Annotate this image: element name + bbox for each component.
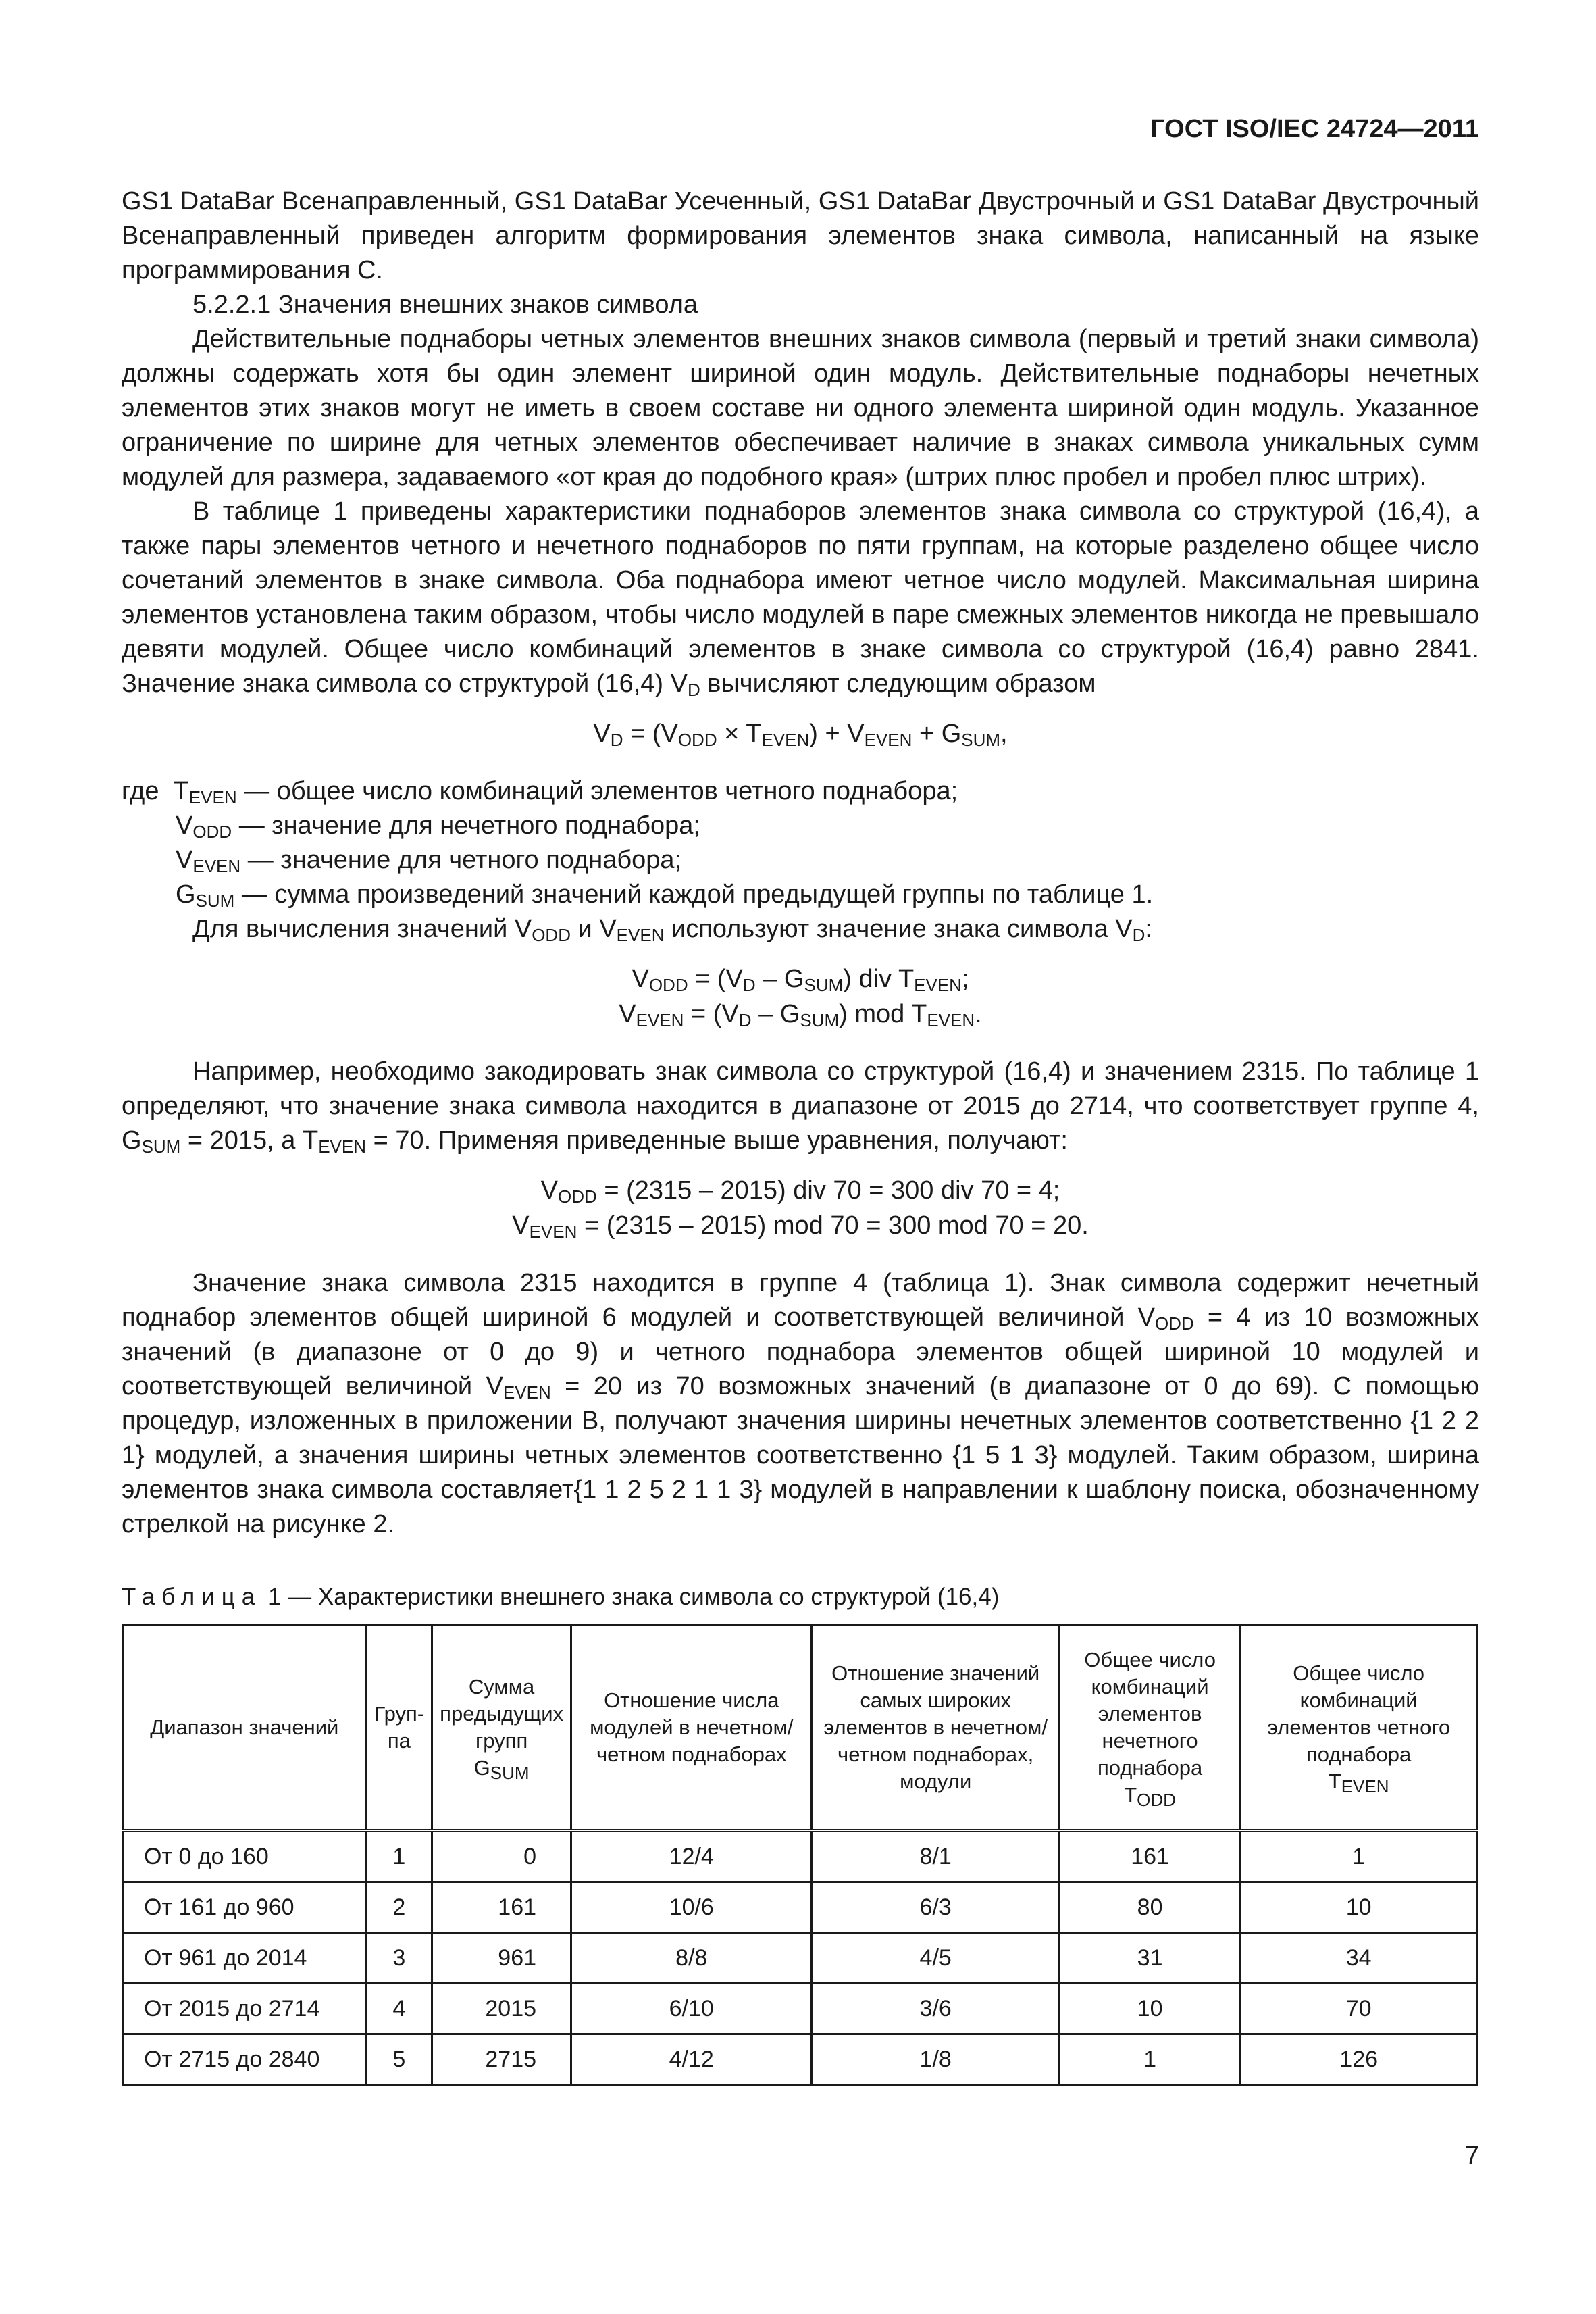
page-number: 7 — [1464, 2142, 1479, 2170]
cell-todd: 10 — [1059, 1984, 1240, 2034]
cell-todd: 161 — [1059, 1831, 1240, 1882]
table-header-row — [123, 1626, 1477, 1831]
cell-teven: 10 — [1241, 1882, 1477, 1933]
definitions-list — [122, 774, 1479, 912]
cell-range: От 2015 до 2714 — [123, 1984, 367, 2034]
valid-subsets-paragraph: Действительные поднаборы четных элементов внешних знаков символа (первый и третий знаки символа) должны содержать хотя бы один элемент шириной один модуль. Действительные поднаборы нечетных элементов этих знаков могут не иметь в своем составе ни одного элемента шириной один модуль. Указанное ограничение по ширине для четных элементов обеспечивает наличие в знаках символа уникальных сумм модулей для размера, задаваемого «от края до подобного края» (штрих плюс пробел и пробел плюс штрих). — [122, 325, 1479, 491]
cell-todd: 80 — [1059, 1882, 1240, 1933]
section-heading: 5.2.2.1 Значения внешних знаков символа — [192, 291, 698, 319]
cell-range: От 161 до 960 — [123, 1882, 367, 1933]
table-reference-paragraph: В таблице 1 приведены характеристики поднаборов элементов знака символа со структурой (16,4), а также пары элементов четного и нечетного поднаборов по пяти группам, на которые разделено общее число сочетаний элементов в знаке символа. Оба поднабора имеют четное число модулей. Максимальная ширина элементов установлена таким образом, чтобы число модулей в паре смежных элементов никогда не превышало девяти модулей. Общее число комбинаций элементов в знаке символа со структурой (16,4) равно 2841. Значение знака символа со структурой (16,4) $V_D$ вычисляют следующим образом — [122, 497, 1479, 700]
cell-ratio-modules: 8/8 — [571, 1933, 812, 1984]
example-paragraph: Например, необходимо закодировать знак символа со структурой (16,4) и значением 2315. По таблице 1 определяют, что значение знака символа находится в диапазоне от 2015 до 2714, что соответствует группе 4, $G_{SUM} = 2015$, а $T_{EVEN} = 70$. Применяя приведенные выше уравнения, получают: — [122, 1057, 1479, 1157]
definition-veven: $V_{EVEN}$ — значение для четного поднабора; — [176, 846, 682, 876]
header-ratio-modules: Отношение числа модулей в нечетном/четном поднаборах — [571, 1626, 812, 1831]
cell-todd: 31 — [1059, 1933, 1240, 1984]
table-row — [123, 1882, 1477, 1933]
cell-ratio-modules: 10/6 — [571, 1882, 812, 1933]
document-page — [122, 115, 1479, 2086]
table-row — [123, 1984, 1477, 2034]
cell-ratio-widest: 3/6 — [812, 1984, 1059, 2034]
result-paragraph: Значение знака символа 2315 находится в группе 4 (таблица 1). Знак символа содержит нечетный поднабор элементов общей шириной 6 модулей и соответствующей величиной $V_{ODD} = 4$ из 10 возможных значений (в диапазоне от 0 до 9) и четного поднабора элементов общей шириной 10 модулей и соответствующей величиной $V_{EVEN} = 20$ из 70 возможных значений (в диапазоне от 0 до 69). С помощью процедур, изложенных в приложении В, получают значения ширины нечетных элементов соответственно {1 2 2 1} модулей, а значения ширины четных элементов соответственно {1 5 1 3} модулей. Таким образом, ширина элементов знака символа составляет{1 1 2 5 2 1 1 3} модулей в направлении к шаблону поиска, обозначенному стрелкой на рисунке 2. — [122, 1269, 1479, 1538]
table-row — [123, 1933, 1477, 1984]
definition-gsum: $G_{SUM}$ — сумма произведений значений каждой предыдущей группы по таблице 1. — [176, 880, 1154, 911]
cell-ratio-widest: 6/3 — [812, 1882, 1059, 1933]
table-row — [123, 2034, 1477, 2085]
cell-gsum: 961 — [432, 1933, 571, 1984]
cell-ratio-modules: 4/12 — [571, 2034, 812, 2085]
cell-ratio-widest: 8/1 — [812, 1831, 1059, 1882]
cell-gsum: 0 — [432, 1831, 571, 1882]
cell-gsum: 161 — [432, 1882, 571, 1933]
cell-gsum: 2715 — [432, 2034, 571, 2085]
formula-vodd-veven: $V_{ODD} = (V_D - G_{SUM})$ div $T_{EVEN}$; $V_{EVEN} = (V_D - G_{SUM})$ mod $T_{EVEN}$. — [619, 965, 982, 1030]
cell-ratio-widest: 1/8 — [812, 2034, 1059, 2085]
formula-vd: $V_D = (V_{ODD} \times T_{EVEN}) + V_{EVEN} + G_{SUM}$, — [593, 720, 1008, 750]
header-gsum: Сумма предыдущих групп $G_{SUM}$ — [432, 1626, 571, 1831]
cell-group: 3 — [366, 1933, 432, 1984]
cell-range: От 2715 до 2840 — [123, 2034, 367, 2085]
cell-range: От 0 до 160 — [123, 1831, 367, 1882]
header-teven: Общее число комбинаций элементов четного поднабора $T_{EVEN}$ — [1241, 1626, 1477, 1831]
cell-teven: 70 — [1241, 1984, 1477, 2034]
cell-teven: 126 — [1241, 2034, 1477, 2085]
definition-teven: где $T_{EVEN}$ — общее число комбинаций элементов четного поднабора; — [122, 777, 958, 807]
cell-range: От 961 до 2014 — [123, 1933, 367, 1984]
cell-todd: 1 — [1059, 2034, 1240, 2085]
cell-ratio-widest: 4/5 — [812, 1933, 1059, 1984]
characteristics-table — [122, 1624, 1478, 2086]
cell-gsum: 2015 — [432, 1984, 571, 2034]
cell-group: 2 — [366, 1882, 432, 1933]
header-group: Груп-па — [366, 1626, 432, 1831]
definition-vodd: $V_{ODD}$ — значение для нечетного поднабора; — [176, 811, 700, 842]
intro-paragraph: GS1 DataBar Всенаправленный, GS1 DataBar Усеченный, GS1 DataBar Двустрочный и GS1 DataBar Двустрочный Всенаправленный приведен алгоритм формирования элементов знака символа, написанный на языке программирования С. — [122, 187, 1479, 284]
table-caption: Таблица 1 — Характеристики внешнего знака символа со структурой (16,4) — [122, 1584, 1000, 1610]
header-range: Диапазон значений — [123, 1626, 367, 1831]
header-ratio-widest: Отношение значений самых широких элементов в нечетном/четном поднаборах, модули — [812, 1626, 1059, 1831]
page-header: ГОСТ ISO/IEC 24724—2011 — [1150, 115, 1479, 143]
cell-teven: 34 — [1241, 1933, 1477, 1984]
header-todd: Общее число комбинаций элементов нечетного поднабора $T_{ODD}$ — [1059, 1626, 1240, 1831]
table-row — [123, 1831, 1477, 1882]
cell-group: 5 — [366, 2034, 432, 2085]
calculation-paragraph: Для вычисления значений $V_{ODD}$ и $V_{EVEN}$ используют значение знака символа $V_D$: — [192, 915, 1152, 945]
cell-ratio-modules: 12/4 — [571, 1831, 812, 1882]
cell-ratio-modules: 6/10 — [571, 1984, 812, 2034]
cell-group: 4 — [366, 1984, 432, 2034]
formula-example: $V_{ODD} = (2315 - 2015)$ div 70 = 300 div 70 = 4; $V_{EVEN} = (2315 - 2015)$ mod 70 = 300 mod 70 = 20. — [512, 1176, 1089, 1242]
cell-group: 1 — [366, 1831, 432, 1882]
cell-teven: 1 — [1241, 1831, 1477, 1882]
